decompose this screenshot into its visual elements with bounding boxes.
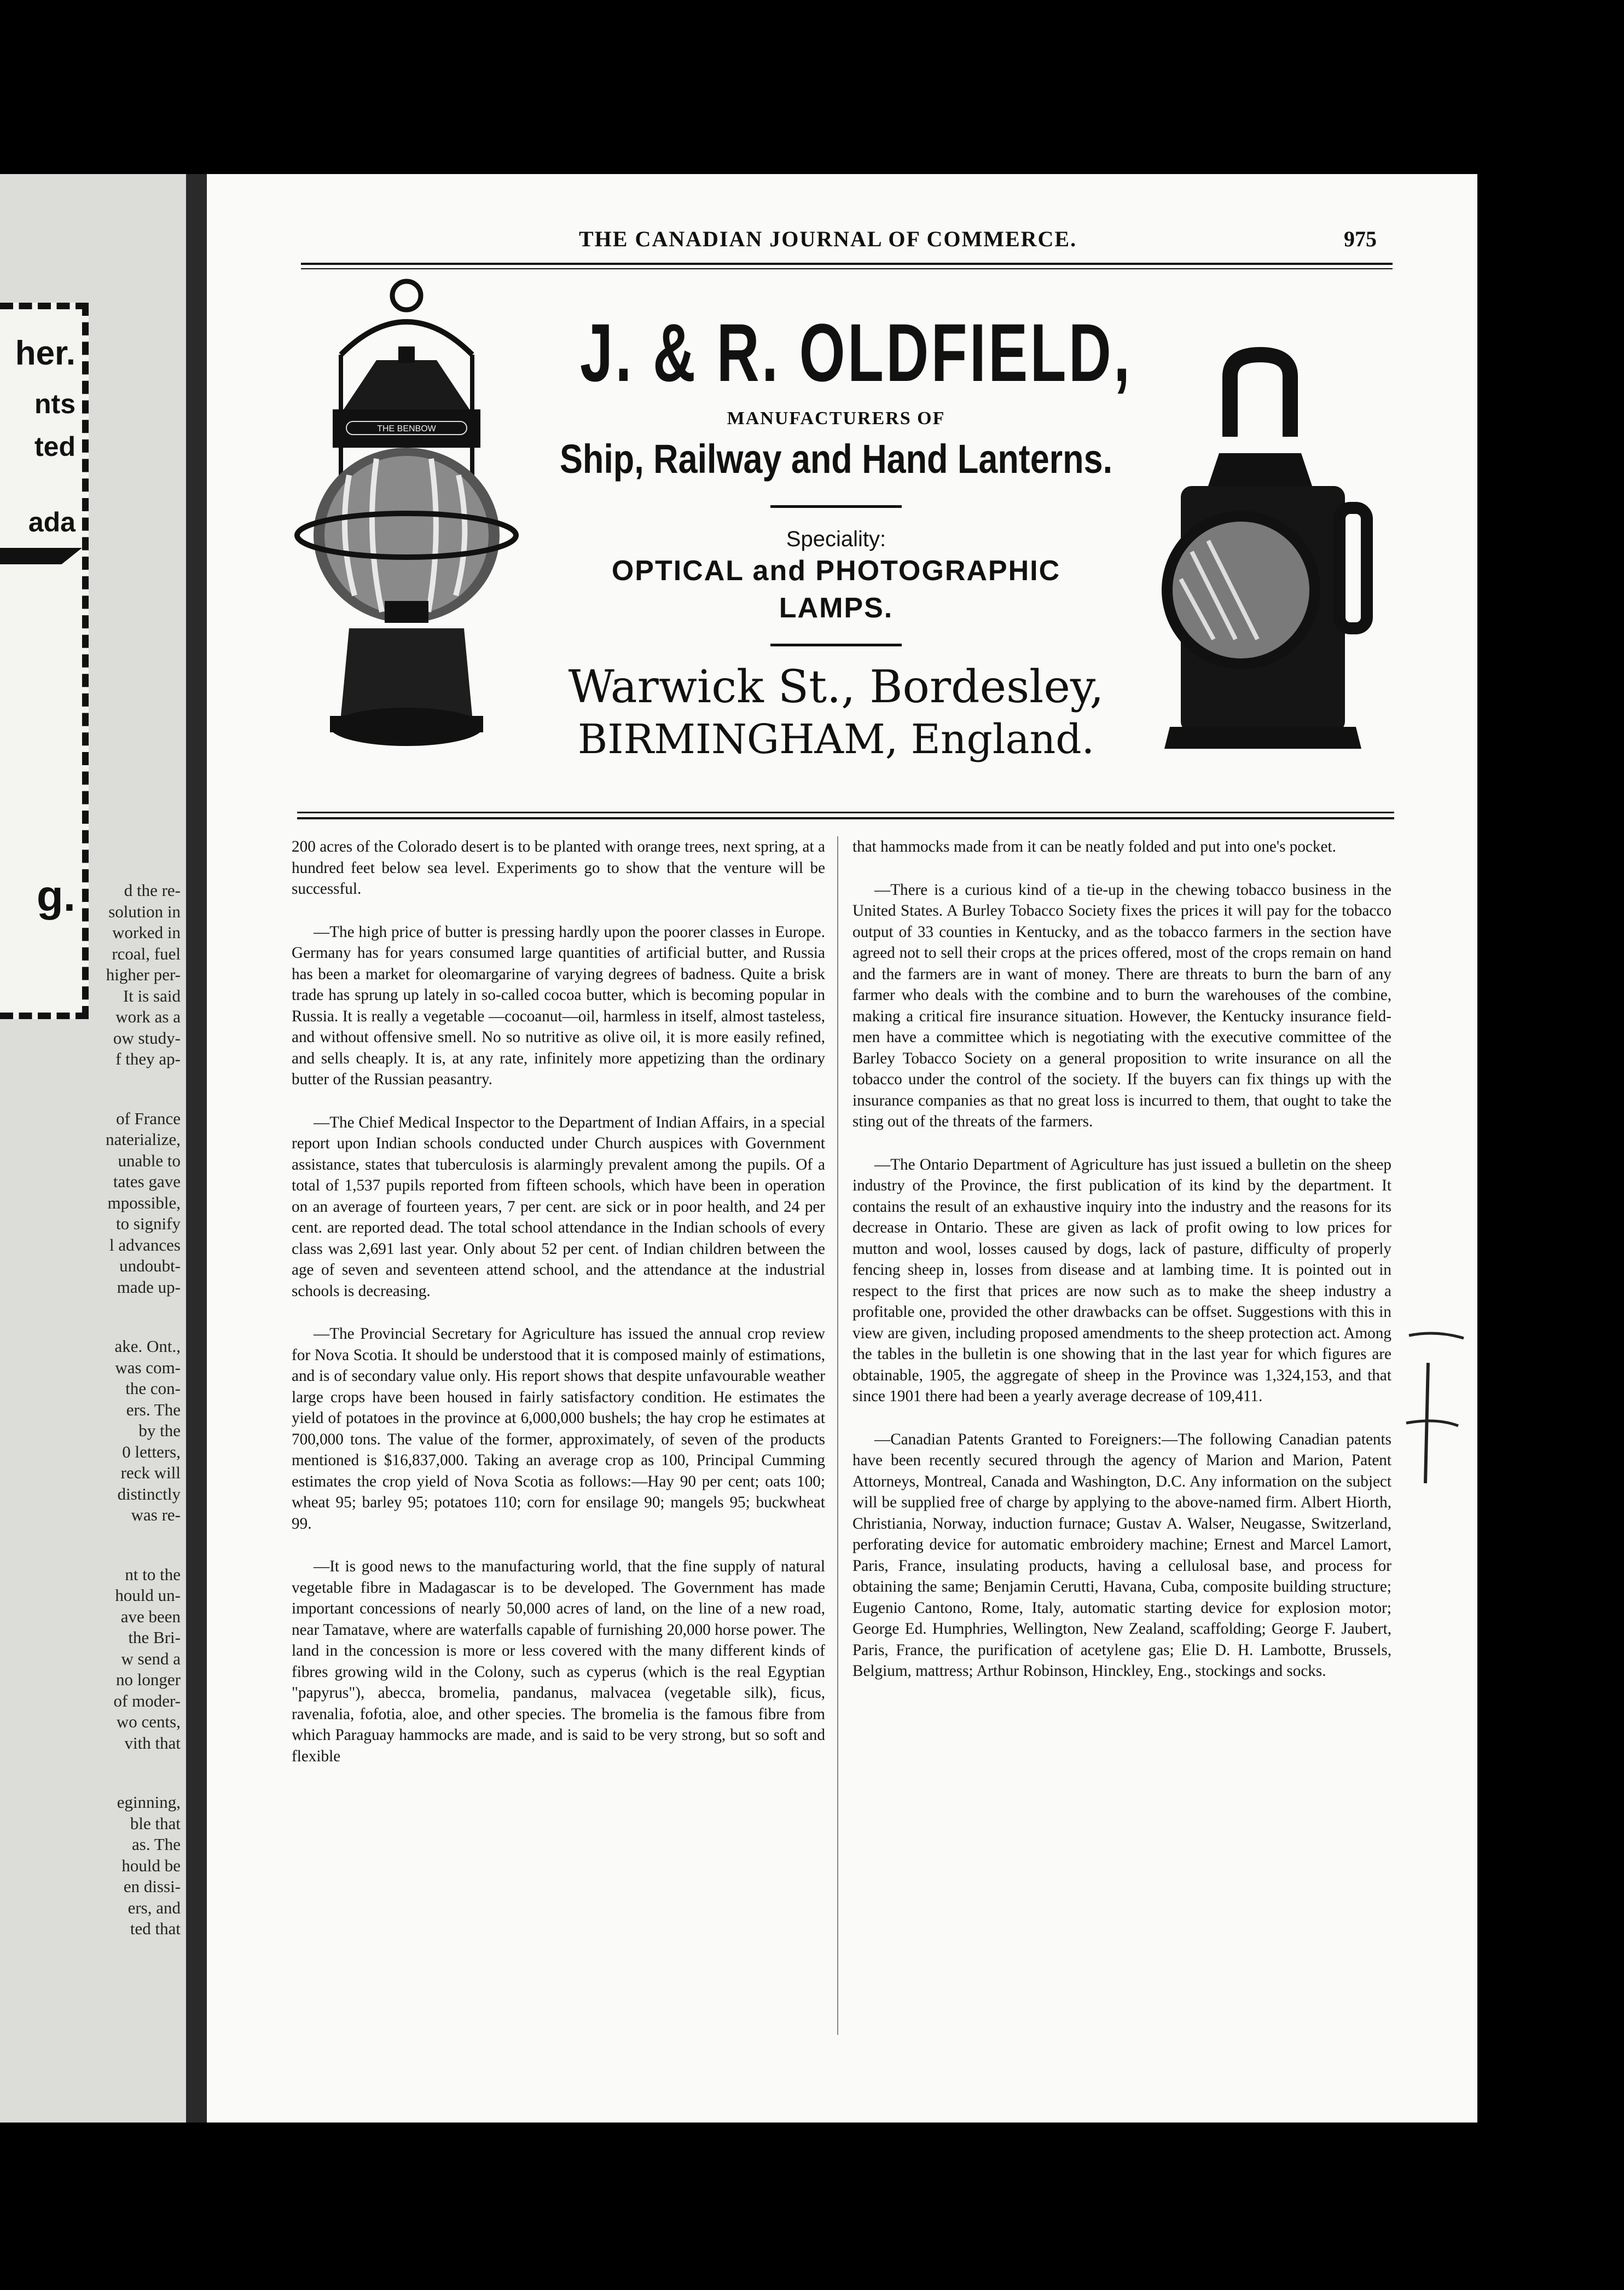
facing-page-text-line: eginning, (117, 1792, 181, 1812)
products-line: Ship, Railway and Hand Lanterns. (559, 436, 1113, 482)
facing-page-text-line: unable to (118, 1150, 181, 1170)
ad-bottom-rule (297, 812, 1394, 813)
article-column-right (852, 836, 1391, 1704)
facing-page-text-line: mpossible, (107, 1193, 181, 1212)
facing-page-text-line: was com- (115, 1357, 181, 1377)
facing-page-text-line: hould un- (115, 1586, 181, 1605)
column-divider (837, 836, 838, 2035)
facing-page-text-line: higher per- (106, 965, 181, 984)
article-column-left (292, 836, 825, 1789)
facing-page-text-line: the Bri- (128, 1628, 181, 1647)
journal-title: THE CANADIAN JOURNAL OF COMMERCE. (579, 227, 1077, 251)
facing-page-text-line: vith that (124, 1733, 181, 1753)
facing-page-text-line: f they ap- (115, 1049, 181, 1068)
article-paragraph: —Canadian Patents Granted to Foreigners:—The following Canadian patents have been recently secured through the agency of Marion and Marion, Patent Attorneys, Montreal, Canada and Washington, D.C. Any information on the subject will be supplied free of charge by applying to the above-named firm. Albert Hiorth, Christiania, Norway, induction furnace; Gustav A. Walser, Neugasse, Switzerland, perforating device for automatic embroidery machine; Ernest and Marcel Lamort, Paris, France, insulating products, having a cellulosal base, and process for obtaining the same; Benjamin Cerutti, Havana, Cuba, composite building structure; Eugenio Cantono, Rome, Italy, automatic starting device for explosion motor; George Ed. Humphries, Wellington, New Zealand, scaffolding; George F. Jaubert, Paris, France, the purification of acetylene gas; Elie D. H. Lambotte, Brussels, Belgium, mattress; Arthur Robinson, Hinckley, Eng., stockings and socks. (852, 1430, 1391, 1680)
page-gutter (186, 174, 207, 2123)
facing-page-text-line: ted that (130, 1919, 181, 1938)
article-paragraph: —The Chief Medical Inspector to the Department of Indian Affairs, in a special report upon Indian schools conducted under Church auspices with Government assistance, states that tuberculosis is alarmingly prevalent among the pupils. Of a total of 1,537 pupils reported from fifteen schools, which have been in operation on an average of fourteen years, 7 per cent. are sick or in poor health, and 24 per cent. are reported dead. The total school attendance in the Indian schools of every class was 2,691 last year. Only about 52 per cent. of Indian children between the age of seven and seventeen attend school, and the attendance at the industrial schools is decreasing. (292, 1113, 825, 1300)
facing-page-text-line: of France (116, 1108, 181, 1128)
ad-divider (770, 644, 902, 646)
facing-page-text-line: 0 letters, (122, 1442, 181, 1461)
journal-page (207, 174, 1477, 2123)
facing-page-text-line: worked in (112, 923, 181, 942)
facing-page-text-line: undoubt- (119, 1256, 181, 1275)
running-header (207, 226, 1477, 259)
facing-page-text-line: ave been (120, 1606, 181, 1626)
article-paragraph: —The Ontario Department of Agriculture has just issued a bulletin on the sheep industry of the Province, the first publication of its kind by the department. It contains the result of an exhaustive inquiry into the industry and the reasons for its decrease in Ontario. These are given as lack of profit owing to low prices for mutton and wool, losses caused by dogs, lack of pasture, difficulty of properly fencing sheep in, losses from disease and at lambing time. It is pointed out in respect to the first that prices are now such as to make the sheep industry a profitable one, provided the other drawbacks can be offset. Suggestions with this in view are given, including proposed amendments to the sheep protection act. Among the tables in the bulletin is one showing that in the last year for which figures are obtainable, 1905, the aggregate of sheep in the Province was 1,324,153, and that since 1901 there had been a yearly average decrease of 109,411. (852, 1155, 1391, 1405)
margin-pencil-marks (1403, 1253, 1469, 1483)
manufacturers-of-label: MANUFACTURERS OF (727, 408, 946, 429)
facing-page-text-line: ake. Ont., (114, 1337, 181, 1356)
facing-page-text-line: work as a (115, 1007, 181, 1026)
railway-lamp-illustration (1148, 344, 1400, 760)
ad-bottom-rule (297, 817, 1394, 819)
facing-page-text-line: of moder- (113, 1691, 181, 1710)
facing-page-text-line: ers. The (126, 1400, 181, 1419)
article-paragraph: —The high price of butter is pressing hardly upon the poorer classes in Europe. Germany has for years consumed large quantities of artificial butter, and Russia has been a market for oleomargarine of varying degrees of badness. Quite a brisk trade has sprung up lately in so-called cocoa butter, which is becoming popular in Russia. It is really a vegetable —cocoanut—oil, harmless in itself, almost tasteless, and without offensive smell. No so nutritive as olive oil, it is more easily refined, and sells cheaply. It is, at any rate, infinitely more appetizing than the ordinary butter of the Russian peasantry. (292, 923, 825, 1088)
facing-page-text-line: made up- (117, 1277, 181, 1297)
facing-page-text-line: no longer (116, 1670, 181, 1689)
article-paragraph: —The Provincial Secretary for Agriculture has issued the annual crop review for Nova Scotia. It should be understood that it is composed mainly of estimations, and is of secondary value only. His report shows that despite unfavourable weather large crops have been housed in fairly satisfactory condition. He estimates the yield of potatoes in the province at 6,000,000 bushels; the hay crop he estimates at 700,000 tons. The value of the former, approximately, of seven of the products mentioned is $16,837,000. Taking an average crop as 100, Principal Cumming estimates the crop yield of Nova Scotia as follows:—Hay 90 per cent; oats 100; wheat 95; barley 95; potatoes 110; corn for ensilage 90; mangels 95; buckwheat 99. (292, 1325, 825, 1533)
ad-divider (770, 505, 902, 508)
header-rule (301, 268, 1393, 269)
lantern-badge-text: THE BENBOW (377, 424, 436, 433)
ad-fragment-line: g. (36, 871, 76, 920)
facing-page-text-line: en dissi- (123, 1877, 181, 1896)
company-name: J. & R. OLDFIELD, (580, 307, 1133, 398)
facing-page-text-line: reck will (120, 1463, 181, 1482)
facing-page-text-line: naterialize, (106, 1130, 181, 1149)
facing-page-text-line: ble that (130, 1813, 181, 1833)
facing-page-text-line: to signify (116, 1214, 181, 1233)
facing-page-fragment (0, 174, 186, 2123)
facing-page-text-line: d the re- (124, 881, 181, 900)
facing-page-text-line: distinctly (117, 1484, 181, 1503)
page-number: 975 (1344, 227, 1377, 251)
facing-page-text-line: was re- (131, 1505, 181, 1524)
article-paragraph: —There is a curious kind of a tie-up in the chewing tobacco business in the United States. A Burley Tobacco Society fixes the prices it will pay for the tobacco output of 33 counties in Kentucky, and as the tobacco farmers in the section have agreed not to sell their crops at the prices offered, most of the crops remain on hand and the farmers are in want of money. There are threats to burn the barn of any farmer who deals with the combine and to burn the warehouses of the combine, making a critical fire insurance situation. However, the Kentucky insurance field-men have a committee which is negotiating with the executive committee of the Barley Tobacco Society on a general proposition to write insurance on all the tobacco under the control of the society. If the buyers can fix things up with the insurance companies as that no great loss is incurred to them, that ought to take the sting out of the threats of the farmers. (852, 881, 1391, 1130)
facing-page-text-line: w send a (121, 1649, 181, 1668)
speciality-line: LAMPS. (779, 592, 894, 624)
header-rule (301, 263, 1393, 265)
facing-page-text-line: It is said (123, 986, 181, 1005)
article-paragraph: 200 acres of the Colorado desert is to be planted with orange trees, next spring, at a hundred feet below sea level. Experiments go to show that the venture will be successful. (292, 838, 825, 898)
ad-fragment-line: her. (15, 334, 76, 372)
facing-page-text-line: ers, and (127, 1898, 181, 1917)
facing-page-text-line: l advances (109, 1235, 181, 1254)
facing-page-text-line: wo cents, (116, 1712, 181, 1731)
facing-page-text-line: solution in (108, 901, 181, 921)
facing-page-text-line: rcoal, fuel (112, 944, 181, 963)
address-city: BIRMINGHAM, England. (577, 716, 1095, 763)
speciality-label: Speciality: (786, 527, 886, 551)
facing-page-text-line: by the (138, 1421, 181, 1440)
ad-fragment-line: nts (34, 389, 76, 419)
address-street: Warwick St., Bordesley, (568, 661, 1104, 713)
facing-page-text-line: the con- (125, 1379, 181, 1398)
facing-page-text-line: ow study- (113, 1028, 181, 1048)
facing-page-text-line: tates gave (113, 1172, 181, 1191)
facing-page-text-line: as. The (132, 1835, 181, 1854)
ad-fragment-line: ada (28, 507, 76, 537)
ad-fragment-bar (0, 548, 82, 564)
facing-page-text-line: hould be (121, 1855, 181, 1875)
article-paragraph: that hammocks made from it can be neatly folded and put into one's pocket. (852, 838, 1336, 855)
article-paragraph: —It is good news to the manufacturing world, that the fine supply of natural vegetable fibre in Madagascar is to be developed. The Government has made important concessions of nearly 50,000 acres of land, on the line of a new road, near Tamatave, where are waterfalls capable of furnishing 20,000 horse power. The land in the concession is more or less covered with the many different kinds of fibres growing wild in the Colony, such as cyperus (which is the real Egyptian "papyrus"), abecca, bromelia, pandanus, malvacea (vegetable silk), ficus, ravenalia, fofotia, aloe, and other species. The bromelia is the famous fibre from which Paraguay hammocks are made, and is said to be very strong, but so soft and flexible (292, 1558, 825, 1765)
ad-fragment-line: ted (34, 431, 76, 462)
facing-page-text-line: nt to the (125, 1564, 181, 1584)
speciality-line: OPTICAL and PHOTOGRAPHIC (611, 555, 1061, 587)
